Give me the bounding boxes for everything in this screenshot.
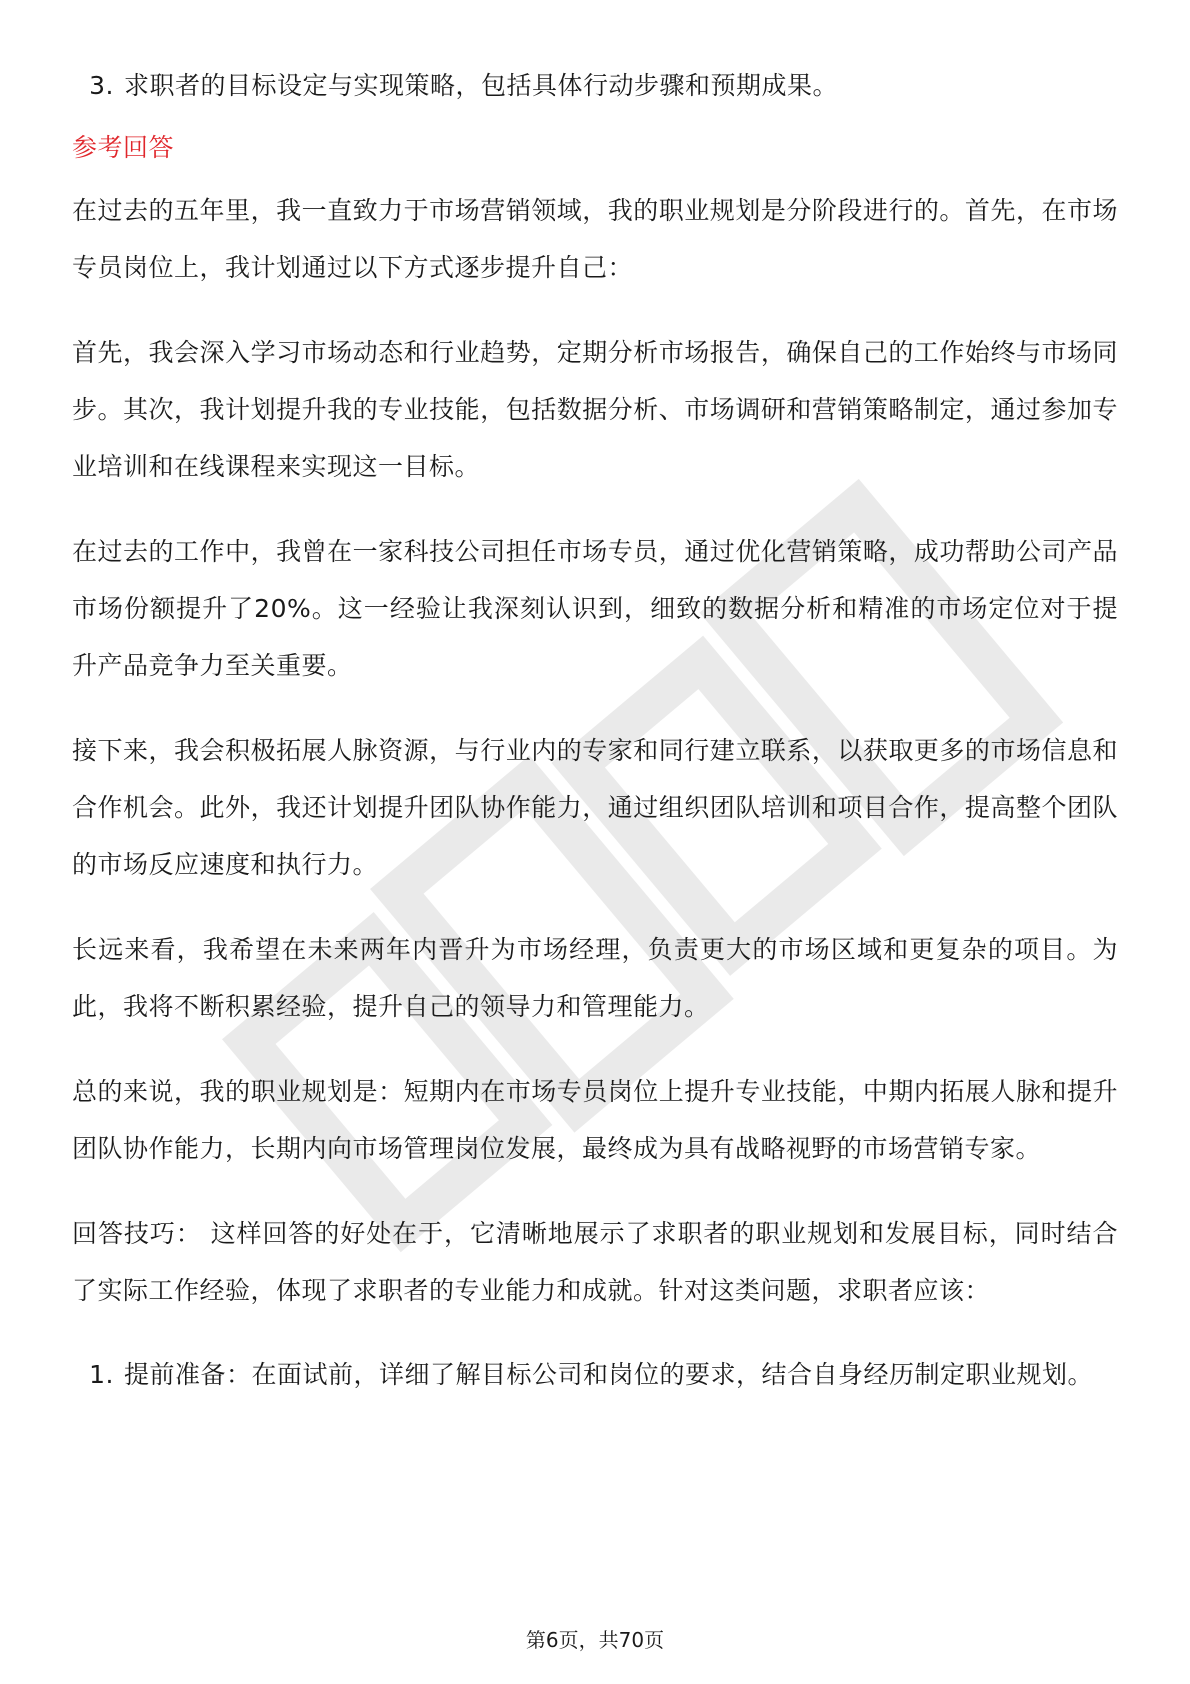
- list-item-preparation: [72, 1347, 1118, 1403]
- main-content: [72, 58, 1118, 1403]
- paragraph-intro: 在过去的五年里，我一直致力于市场营销领域，我的职业规划是分阶段进行的。首先，在市场专员岗位上，我计划通过以下方式逐步提升自己：: [72, 196, 1118, 282]
- list-text: 提前准备：在面试前，详细了解目标公司和岗位的要求，结合自身经历制定职业规划。: [124, 1360, 1094, 1389]
- section-title: 参考回答: [72, 133, 175, 162]
- list-text: 求职者的目标设定与实现策略，包括具体行动步骤和预期成果。: [124, 71, 839, 100]
- paragraph-long-term: 长远来看，我希望在未来两年内晋升为市场经理，负责更大的市场区域和更复杂的项目。为此，我将不断积累经验，提升自己的领导力和管理能力。: [72, 935, 1118, 1021]
- paragraph-experience: 在过去的工作中，我曾在一家科技公司担任市场专员，通过优化营销策略，成功帮助公司产品市场份额提升了20%。这一经验让我深刻认识到，细致的数据分析和精准的市场定位对于提升产品竞争力至关重要。: [72, 537, 1118, 680]
- list-item-goal-setting: [72, 58, 1118, 114]
- paragraph-answer-tips: 回答技巧： 这样回答的好处在于，它清晰地展示了求职者的职业规划和发展目标，同时结合了实际工作经验，体现了求职者的专业能力和成就。针对这类问题，求职者应该：: [72, 1219, 1118, 1305]
- page-footer: 第6页，共70页: [525, 1628, 665, 1652]
- list-number: 3.: [89, 71, 114, 100]
- paragraph-networking: 接下来，我会积极拓展人脉资源，与行业内的专家和同行建立联系，以获取更多的市场信息和合作机会。此外，我还计划提升团队协作能力，通过组织团队培训和项目合作，提高整个团队的市场反应速度和执行力。: [72, 736, 1118, 879]
- paragraph-learning: 首先，我会深入学习市场动态和行业趋势，定期分析市场报告，确保自己的工作始终与市场同步。其次，我计划提升我的专业技能，包括数据分析、市场调研和营销策略制定，通过参加专业培训和在线课程来实现这一目标。: [72, 338, 1118, 481]
- list-number: 1.: [89, 1360, 114, 1389]
- paragraph-summary: 总的来说，我的职业规划是：短期内在市场专员岗位上提升专业技能，中期内拓展人脉和提升团队协作能力，长期内向市场管理岗位发展，最终成为具有战略视野的市场营销专家。: [72, 1077, 1118, 1163]
